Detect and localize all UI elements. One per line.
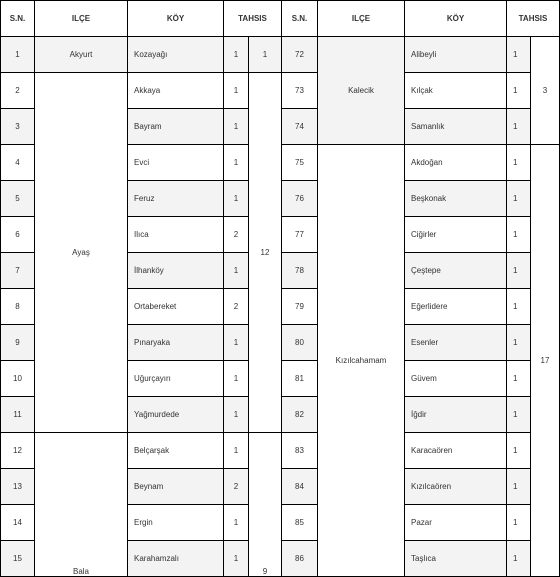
tahsis-cell: 1	[224, 253, 249, 289]
koy-cell: Ortabereket	[128, 289, 224, 325]
header-tahsis-left: TAHSIS	[224, 1, 282, 37]
sn-cell: 85	[282, 505, 318, 541]
tahsis-cell: 1	[224, 181, 249, 217]
koy-cell: Akkaya	[128, 73, 224, 109]
koy-cell: Kılçak	[405, 73, 507, 109]
koy-cell: Beynam	[128, 469, 224, 505]
koy-cell: Taşlıca	[405, 541, 507, 577]
sn-cell: 73	[282, 73, 318, 109]
ilce-cell-bala	[35, 433, 128, 577]
tahsis-cell: 2	[224, 289, 249, 325]
tahsis-cell: 1	[224, 109, 249, 145]
tahsis-cell: 1	[507, 145, 531, 181]
sn-cell: 75	[282, 145, 318, 181]
koy-cell: Evci	[128, 145, 224, 181]
header-ilce-left: ILÇE	[35, 1, 128, 37]
koy-cell: Belçarşak	[128, 433, 224, 469]
tahsis-total-kalecik: 3	[531, 37, 560, 145]
table-row	[1, 73, 560, 109]
koy-cell: Alibeyli	[405, 37, 507, 73]
tahsis-total-akyurt: 1	[249, 37, 282, 73]
header-ilce-right: ILÇE	[318, 1, 405, 37]
ilce-bala-label: Bala	[72, 567, 89, 576]
tahsis-cell: 1	[224, 37, 249, 73]
ilce-cell-akyurt: Akyurt	[35, 37, 128, 73]
koy-cell: Bayram	[128, 109, 224, 145]
sn-cell: 86	[282, 541, 318, 577]
header-koy-right: KÖY	[405, 1, 507, 37]
tahsis-cell: 1	[507, 217, 531, 253]
tahsis-cell: 1	[507, 433, 531, 469]
tahsis-cell: 1	[507, 73, 531, 109]
tahsis-cell: 1	[224, 145, 249, 181]
header-sn-right: S.N.	[282, 1, 318, 37]
tahsis-cell: 1	[507, 109, 531, 145]
sn-cell: 13	[1, 469, 35, 505]
table-row	[1, 433, 560, 469]
tahsis-cell: 1	[507, 469, 531, 505]
koy-cell: Pazar	[405, 505, 507, 541]
sn-cell: 83	[282, 433, 318, 469]
tahsis-total-kizilcahamam: 17	[531, 145, 560, 577]
koy-cell: Karahamzalı	[128, 541, 224, 577]
koy-cell: Ciğirler	[405, 217, 507, 253]
table-header-row	[1, 1, 560, 37]
koy-cell: Yağmurdede	[128, 397, 224, 433]
sn-cell: 78	[282, 253, 318, 289]
koy-cell: İlhanköy	[128, 253, 224, 289]
tahsis-cell: 1	[507, 361, 531, 397]
koy-cell: Ilıca	[128, 217, 224, 253]
tahsis-cell: 1	[224, 325, 249, 361]
header-tahsis-right: TAHSIS	[507, 1, 560, 37]
table-row	[1, 37, 560, 73]
sn-cell: 72	[282, 37, 318, 73]
tahsis-cell: 1	[507, 181, 531, 217]
sn-cell: 74	[282, 109, 318, 145]
koy-cell: İğdir	[405, 397, 507, 433]
sn-cell: 11	[1, 397, 35, 433]
tahsis-cell: 1	[224, 361, 249, 397]
sn-cell: 15	[1, 541, 35, 577]
koy-cell: Beşkonak	[405, 181, 507, 217]
sn-cell: 12	[1, 433, 35, 469]
sn-cell: 82	[282, 397, 318, 433]
tahsis-cell: 1	[224, 433, 249, 469]
tahsis-cell: 1	[224, 73, 249, 109]
tahsis-cell: 1	[507, 37, 531, 73]
sn-cell: 5	[1, 181, 35, 217]
tahsis-total-bala	[249, 433, 282, 577]
koy-cell: Karacaören	[405, 433, 507, 469]
tahsis-cell: 1	[507, 541, 531, 577]
tahsis-bala-label: 9	[262, 567, 268, 576]
tahsis-total-ayas: 12	[249, 73, 282, 433]
sn-cell: 77	[282, 217, 318, 253]
sn-cell: 7	[1, 253, 35, 289]
sn-cell: 6	[1, 217, 35, 253]
tahsis-cell: 1	[224, 505, 249, 541]
header-koy-left: KÖY	[128, 1, 224, 37]
koy-cell: Akdoğan	[405, 145, 507, 181]
koy-cell: Kozayağı	[128, 37, 224, 73]
tahsis-cell: 1	[507, 325, 531, 361]
sn-cell: 79	[282, 289, 318, 325]
koy-cell: Samanlık	[405, 109, 507, 145]
ilce-cell-ayas: Ayaş	[35, 73, 128, 433]
tahsis-cell: 1	[507, 505, 531, 541]
koy-cell: Çeştepe	[405, 253, 507, 289]
koy-cell: Kızılcaören	[405, 469, 507, 505]
koy-cell: Esenler	[405, 325, 507, 361]
sn-cell: 9	[1, 325, 35, 361]
koy-cell: Eğerlidere	[405, 289, 507, 325]
sn-cell: 8	[1, 289, 35, 325]
koy-cell: Uğurçayırı	[128, 361, 224, 397]
sn-cell: 81	[282, 361, 318, 397]
tahsis-cell: 1	[507, 289, 531, 325]
ilce-cell-kalecik: Kalecik	[318, 37, 405, 145]
sn-cell: 1	[1, 37, 35, 73]
sn-cell: 84	[282, 469, 318, 505]
ilce-cell-kizilcahamam: Kızılcahamam	[318, 145, 405, 577]
koy-cell: Ergin	[128, 505, 224, 541]
tahsis-cell: 1	[507, 253, 531, 289]
koy-cell: Feruz	[128, 181, 224, 217]
tahsis-cell: 1	[507, 397, 531, 433]
header-sn-left: S.N.	[1, 1, 35, 37]
tahsis-cell: 2	[224, 469, 249, 505]
sn-cell: 76	[282, 181, 318, 217]
sn-cell: 80	[282, 325, 318, 361]
sn-cell: 2	[1, 73, 35, 109]
tahsis-cell: 1	[224, 541, 249, 577]
sn-cell: 3	[1, 109, 35, 145]
sn-cell: 4	[1, 145, 35, 181]
sn-cell: 14	[1, 505, 35, 541]
koy-cell: Pınaryaka	[128, 325, 224, 361]
tahsis-cell: 1	[224, 397, 249, 433]
sn-cell: 10	[1, 361, 35, 397]
koy-cell: Güvem	[405, 361, 507, 397]
tahsis-cell: 2	[224, 217, 249, 253]
